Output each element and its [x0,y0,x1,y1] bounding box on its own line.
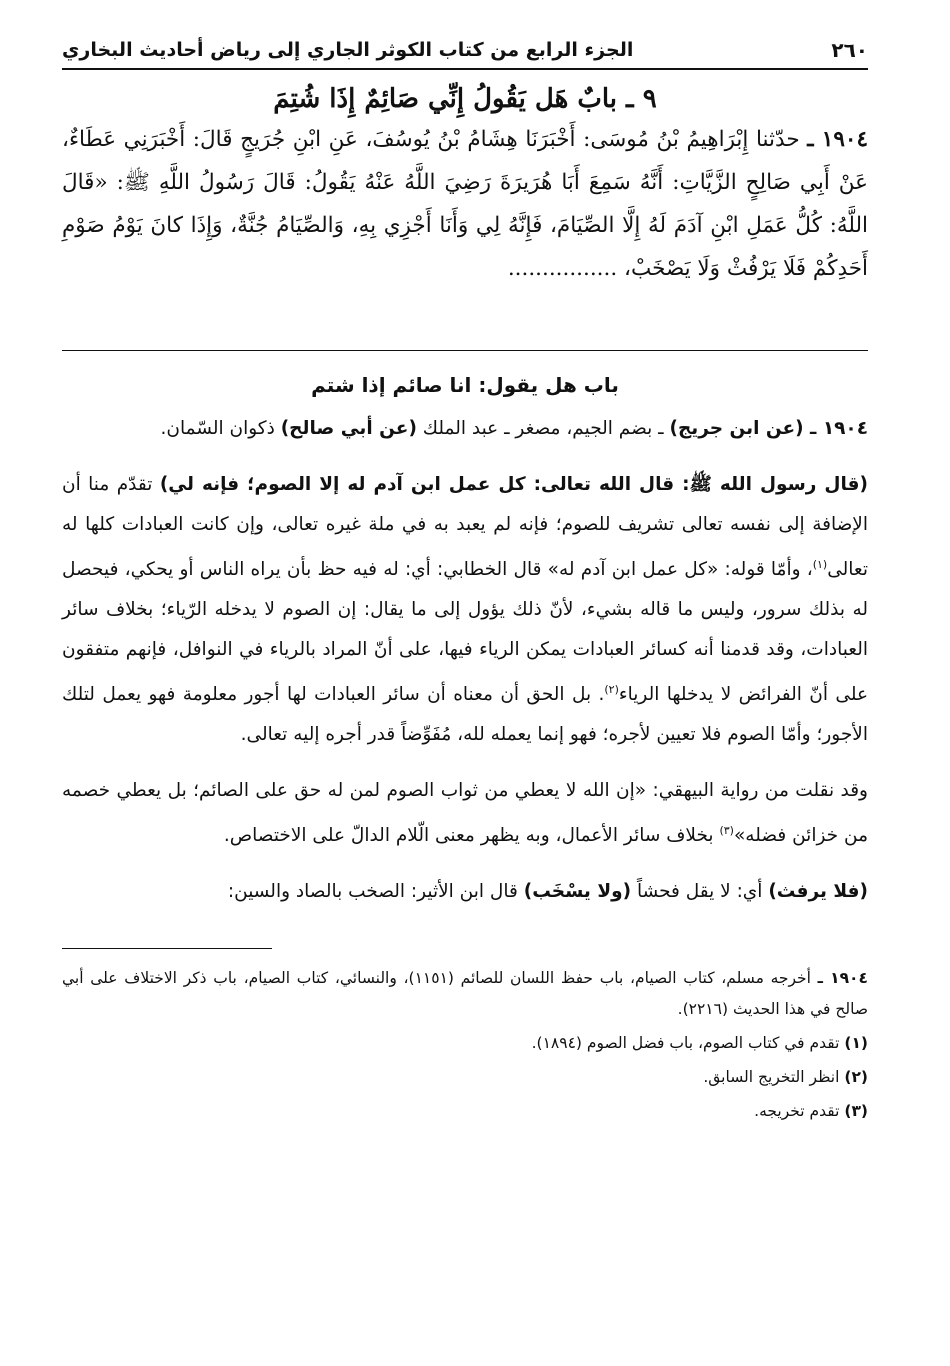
running-header [62,26,868,62]
page-number: ٢٦٠ [831,38,868,62]
footnote-1 [62,1028,868,1059]
commentary-text: . بل الحق أن معناه أن سائر العبادات لها أجور معلومة فهو يعمل لتلك الأجور؛ وأمّا الصوم فلا تعيين لأجره؛ فهو إنما يعمله لله، مُفَوِّضاً قدر أجره إليه تعالى. [62,684,868,746]
hadith-text [62,118,868,290]
lemma: ١٩٠٤ ـ (عن ابن جريج) [669,418,868,439]
footnote-text: أخرجه مسلم، كتاب الصيام، باب حفظ اللسان للصائم (١١٥١)، والنسائي، كتاب الصيام، باب ذكر الاختلاف على أبي صالح في هذا الحديث (٢٢١٦). [62,969,868,1019]
lemma: (عن أبي صالح) [280,418,417,439]
commentary-text: ـ بضم الجيم، مصغر ـ عبد الملك [416,418,670,439]
commentary-paragraph-1 [62,409,868,449]
footnote-2 [62,1062,868,1093]
lemma: (قال رسول الله ﷺ: قال الله تعالى: كل عمل ابن آدم له إلا الصوم؛ فإنه لي) [159,474,868,495]
footnote-label: ١٩٠٤ ـ [817,969,868,988]
commentary-text: تقدّم منا أن الإضافة إلى نفسه تعالى تشريف للصوم؛ فإنه لم يعبد به في ملة غيره تعالى، وإن كانت العبادات كلها له تعالى [62,474,868,581]
hadith-body: حدّثنا إِبْرَاهِيمُ بْنُ مُوسَى: أَخْبَرَنَا هِشَامُ بْنُ يُوسُفَ، عَنِ ابْنِ جُرَيجٍ قَالَ: أَخْبَرَنِي عَطَاءٌ، عَنْ أَبِي صَالِحٍ الزَّيَّاتِ: أَنَّهُ سَمِعَ أَبَا هُرَيرَةَ رَضِيَ اللَّهُ عَنْهُ يَقُولُ: قَالَ رَسُولُ اللَّهِ ﷺ: «قَالَ اللَّهُ: كُلُّ عَمَلِ ابْنِ آدَمَ لَهُ إِلَّا الصِّيَامَ، فَإِنَّهُ لِي وَأَنَا أَجْزِي بِهِ، وَالصِّيَامُ جُنَّةٌ، وَإِذَا كانَ يَوْمُ صَوْمِ أَحَدِكُمْ فَلَا يَرْفُثْ وَلَا يَصْخَبْ، [62,127,868,281]
commentary-text: ، وأمّا قوله: «كل عمل ابن آدم له» قال الخطابي: أي: له فيه حظ بأن يراه الناس أو يحكي، فيحصل له بذلك سرور، وليس ما قاله بشيء، لأنّ ذلك يؤول إلى ما يقال: إن الصوم لا يدخله الرّياء؛ بخلاف سائر العبادات، وقد قدمنا أنه كسائر العبادات يمكن الرياء فيها، على أنّ المراد بالرياء في النوافل، فإنهم متفقون على أنّ الفرائض لا يدخلها الرياء [62,559,868,706]
commentary-paragraph-4 [62,872,868,912]
hadith-dots: ................ [507,256,618,281]
commentary-text: وقد نقلت من رواية البيهقي: «إن الله لا يعطي من ثواب الصوم لمن له حق على الصائم؛ بل يعطي خصمه من خزائن فضله» [62,780,868,847]
footnote-label: (٢) [844,1068,868,1087]
footnote-ref-1[interactable]: (١) [812,558,828,571]
footnote-text: تقدم تخريجه. [754,1102,840,1121]
footnote-takhrij [62,963,868,1025]
commentary-title: باب هل يقول: انا صائم إذا شتم [311,373,619,397]
commentary-text: أي: لا يقل فحشاً [631,881,769,903]
footnote-3 [62,1096,868,1127]
footnote-ref-3[interactable]: (٣) [719,824,734,838]
footnote-label: (١) [844,1034,868,1053]
footnote-divider [62,948,272,949]
footnote-text: انظر التخريج السابق. [703,1068,840,1087]
footnote-text: تقدم في كتاب الصوم، باب فضل الصوم (١٨٩٤). [531,1034,840,1053]
footnotes [62,963,868,1127]
commentary-paragraph-3 [62,771,868,856]
section-divider [62,350,868,351]
commentary-text: بخلاف سائر الأعمال، وبه يظهر معنى الّلام الدالّ على الاختصاص. [223,825,720,847]
footnote-label: (٣) [844,1102,868,1121]
footnote-ref-2[interactable]: (٢) [604,683,619,697]
lemma: (فلا يرفث) [768,881,868,903]
commentary-text: ذكوان السّمان. [160,418,281,439]
running-title: الجزء الرابع من كتاب الكوثر الجاري إلى رياض أحاديث البخاري [62,39,634,62]
lemma: (ولا يسْخَب) [523,881,632,903]
chapter-title: ٩ ـ بابٌ هَل يَقُولُ إِنِّي صَائِمٌ إِذَا شُتِمَ [273,84,657,114]
hadith-number: ١٩٠٤ ـ [807,127,868,152]
commentary-text: قال ابن الأثير: الصخب بالصاد والسين: [227,881,524,903]
commentary-paragraph-2 [62,465,868,755]
book-page [62,26,868,1336]
header-rule [62,68,868,70]
